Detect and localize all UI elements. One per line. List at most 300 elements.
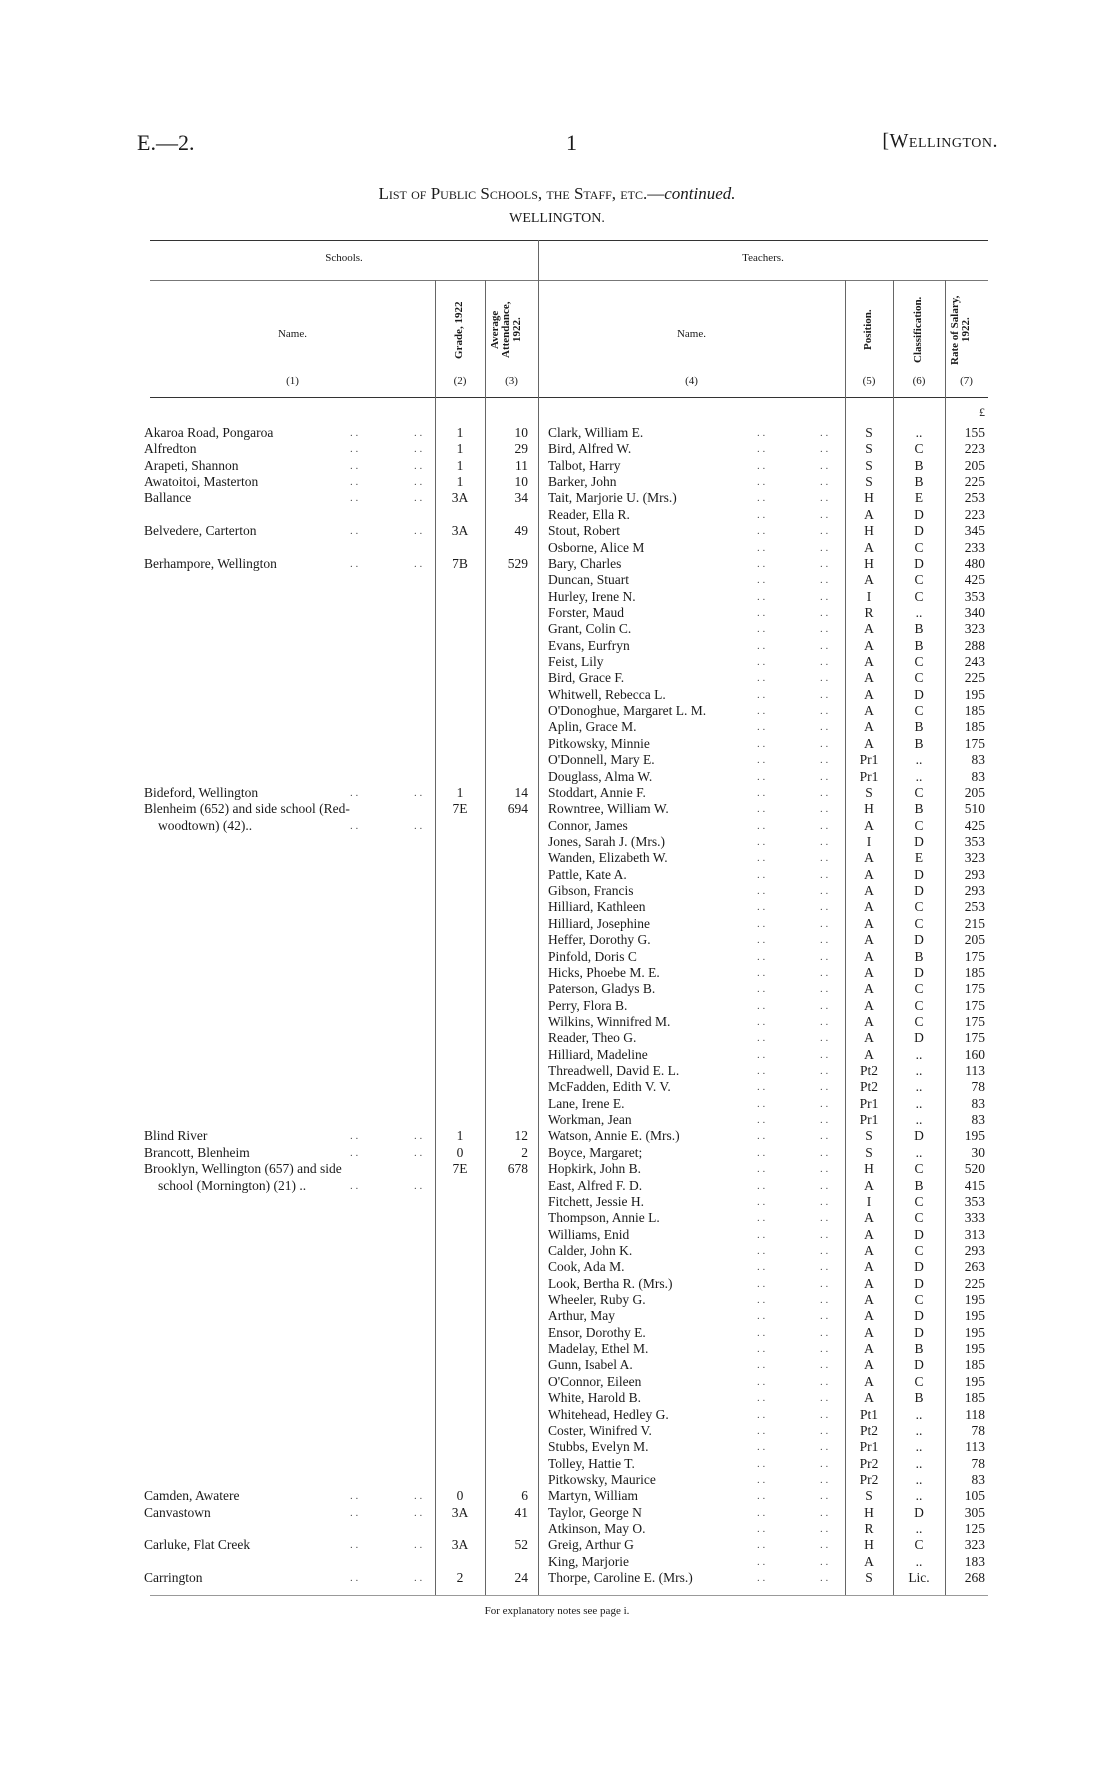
teacher-salary: 195 xyxy=(964,1308,985,1324)
table-row xyxy=(0,818,1114,834)
leader-dots: . . xyxy=(350,786,359,799)
teacher-classification: D xyxy=(914,833,924,849)
table-row xyxy=(0,1276,1114,1292)
teacher-classification: D xyxy=(914,1357,924,1373)
leader-dots: . . xyxy=(414,1572,423,1585)
teacher-name: Stubbs, Evelyn M. xyxy=(548,1439,649,1455)
teacher-salary: 83 xyxy=(971,768,985,784)
teacher-name: King, Marjorie xyxy=(548,1553,629,1569)
leader-dots: . . xyxy=(820,803,829,816)
leader-dots: . . xyxy=(820,950,829,963)
teacher-position: S xyxy=(865,457,873,473)
leader-dots: . . xyxy=(757,754,766,767)
teacher-name: Tait, Marjorie U. (Mrs.) xyxy=(548,490,677,506)
leader-dots: . . xyxy=(757,492,766,505)
teacher-classification: .. xyxy=(915,1144,923,1160)
teacher-name: Wanden, Elizabeth W. xyxy=(548,850,668,866)
table-row xyxy=(0,1079,1114,1095)
teacher-position: A xyxy=(864,883,874,899)
teacher-salary: 223 xyxy=(964,441,985,457)
leader-dots: . . xyxy=(757,1523,766,1536)
teacher-name: Hurley, Irene N. xyxy=(548,588,636,604)
leader-dots: . . xyxy=(820,1375,829,1388)
teacher-classification: B xyxy=(914,474,924,490)
teacher-salary: 510 xyxy=(964,801,985,817)
teacher-salary: 78 xyxy=(971,1422,985,1438)
teacher-salary: 205 xyxy=(964,932,985,948)
teacher-classification: B xyxy=(914,1390,924,1406)
leader-dots: . . xyxy=(757,1114,766,1127)
teacher-position: A xyxy=(864,1373,874,1389)
teacher-classification: C xyxy=(914,899,924,915)
attendance-heading: Average Attendance, 1922. xyxy=(489,301,523,359)
teacher-name: Bird, Alfred W. xyxy=(548,441,632,457)
leader-dots: . . xyxy=(820,1506,829,1519)
teacher-classification: .. xyxy=(915,1472,923,1487)
teacher-salary: 83 xyxy=(971,1112,985,1128)
teacher-salary: 195 xyxy=(964,686,985,702)
teacher-name: Coster, Winifred V. xyxy=(548,1422,652,1438)
school-name: Brancott, Blenheim xyxy=(144,1144,250,1160)
leader-dots: . . xyxy=(757,1490,766,1503)
teacher-classification: B xyxy=(914,637,924,653)
leader-dots: . . xyxy=(820,1032,829,1045)
teacher-salary: 195 xyxy=(964,1324,985,1340)
teacher-salary: 353 xyxy=(964,833,985,849)
table-row xyxy=(0,1537,1114,1553)
average-attendance: 10 xyxy=(514,425,528,440)
leader-dots: . . xyxy=(757,721,766,734)
teacher-position: R xyxy=(864,1521,874,1537)
teacher-name: Barker, John xyxy=(548,474,617,490)
teacher-position: Pr1 xyxy=(859,768,879,784)
teacher-position: A xyxy=(864,654,874,670)
table-row xyxy=(0,572,1114,588)
teacher-salary: 78 xyxy=(971,1455,985,1471)
average-attendance: 24 xyxy=(514,1570,528,1586)
teacher-salary: 175 xyxy=(964,981,985,997)
col-num-3: (3) xyxy=(505,375,518,387)
teacher-name: Evans, Eurfryn xyxy=(548,637,630,653)
teacher-salary: 313 xyxy=(964,1226,985,1242)
teacher-salary: 268 xyxy=(964,1570,985,1586)
teacher-salary: 185 xyxy=(964,719,985,735)
teacher-name: Cook, Ada M. xyxy=(548,1259,625,1275)
teacher-classification: C xyxy=(914,817,924,833)
teacher-name: White, Harold B. xyxy=(548,1390,641,1406)
leader-dots: . . xyxy=(820,1424,829,1437)
teacher-position: H xyxy=(864,1504,874,1520)
teacher-salary: 175 xyxy=(964,1013,985,1029)
teacher-classification: D xyxy=(914,1128,924,1144)
teacher-name: Taylor, George N xyxy=(548,1504,642,1520)
leader-dots: . . xyxy=(820,508,829,521)
leader-dots: . . xyxy=(757,852,766,865)
table-row xyxy=(0,899,1114,915)
teacher-salary: 205 xyxy=(964,784,985,800)
school-grade: 7E xyxy=(452,801,468,817)
leader-dots: . . xyxy=(820,885,829,898)
leader-dots: . . xyxy=(820,1523,829,1536)
table-row xyxy=(0,1210,1114,1226)
teacher-position: Pt1 xyxy=(859,1406,878,1422)
leader-dots: . . xyxy=(350,443,359,456)
teacher-position: A xyxy=(864,964,874,980)
table-row xyxy=(0,998,1114,1014)
table-row xyxy=(0,1341,1114,1357)
school-name: Arapeti, Shannon xyxy=(144,457,239,473)
leader-dots: . . xyxy=(757,1032,766,1045)
leader-dots: . . xyxy=(820,705,829,718)
leader-dots: . . xyxy=(414,525,423,538)
teacher-position: H xyxy=(864,523,874,539)
table-row xyxy=(0,1243,1114,1259)
school-name: Blind River xyxy=(144,1128,208,1144)
teacher-salary: 293 xyxy=(964,866,985,882)
leader-dots: . . xyxy=(820,1114,829,1127)
title-main: List of Public Schools, the Staff, etc.— xyxy=(378,184,665,203)
table-row xyxy=(0,1374,1114,1390)
grade-heading: Grade, 1922 xyxy=(453,301,465,359)
leader-dots: . . xyxy=(757,541,766,554)
school-grade: 7B xyxy=(452,555,468,571)
table-row xyxy=(0,981,1114,997)
teacher-name: Whitehead, Hedley G. xyxy=(548,1406,669,1422)
table-row xyxy=(0,441,1114,457)
teacher-classification: C xyxy=(914,915,924,931)
teacher-position: A xyxy=(864,719,874,735)
table-row xyxy=(0,932,1114,948)
table-row xyxy=(0,736,1114,752)
title-continued: continued. xyxy=(664,184,736,203)
col-num-4: (4) xyxy=(685,375,698,387)
teacher-name: O'Connor, Eileen xyxy=(548,1373,642,1389)
leader-dots: . . xyxy=(820,1310,829,1323)
teacher-name: Williams, Enid xyxy=(548,1226,630,1242)
teacher-salary: 263 xyxy=(964,1259,985,1275)
teacher-position: S xyxy=(865,1570,873,1586)
teacher-salary: 520 xyxy=(964,1161,985,1177)
teacher-salary: 425 xyxy=(964,572,985,588)
teacher-position: A xyxy=(864,1553,874,1569)
leader-dots: . . xyxy=(820,1277,829,1290)
teacher-position: I xyxy=(866,1193,872,1209)
school-name: Berhampore, Wellington xyxy=(144,555,277,571)
leader-dots: . . xyxy=(757,934,766,947)
leader-dots: . . xyxy=(757,590,766,603)
teacher-salary: 125 xyxy=(964,1521,985,1537)
leader-dots: . . xyxy=(350,819,359,832)
leader-dots: . . xyxy=(820,754,829,767)
teacher-classification: B xyxy=(914,1341,924,1357)
teacher-classification: C xyxy=(914,1373,924,1389)
leader-dots: . . xyxy=(757,688,766,701)
leader-dots: . . xyxy=(757,786,766,799)
school-name: Akaroa Road, Pongaroa xyxy=(144,425,274,440)
leader-dots: . . xyxy=(350,1179,359,1192)
teacher-salary: 118 xyxy=(965,1406,985,1422)
teacher-classification: .. xyxy=(915,425,923,440)
teacher-salary: 83 xyxy=(971,1472,985,1487)
teacher-salary: 160 xyxy=(964,1046,985,1062)
teacher-position: Pr2 xyxy=(859,1455,879,1471)
leader-dots: . . xyxy=(820,1130,829,1143)
table-row xyxy=(0,621,1114,637)
teacher-salary: 175 xyxy=(964,735,985,751)
teacher-salary: 323 xyxy=(964,850,985,866)
teacher-position: A xyxy=(864,1275,874,1291)
teacher-classification: .. xyxy=(915,604,923,620)
teacher-name-heading: Name. xyxy=(676,328,706,340)
leader-dots: . . xyxy=(757,885,766,898)
average-attendance: 41 xyxy=(514,1504,528,1520)
teacher-position: Pr1 xyxy=(859,752,879,768)
teacher-name: Greig, Arthur G xyxy=(548,1537,634,1553)
teacher-position: A xyxy=(864,1292,874,1308)
teacher-classification: D xyxy=(914,1226,924,1242)
teacher-salary: 323 xyxy=(964,621,985,637)
table-row xyxy=(0,916,1114,932)
teacher-classification: .. xyxy=(915,1553,923,1569)
leader-dots: . . xyxy=(757,1343,766,1356)
leader-dots: . . xyxy=(757,623,766,636)
teacher-classification: B xyxy=(914,948,924,964)
teacher-classification: .. xyxy=(915,1095,923,1111)
leader-dots: . . xyxy=(820,525,829,538)
teacher-name: Reader, Ella R. xyxy=(548,506,630,522)
leader-dots: . . xyxy=(414,786,423,799)
leader-dots: . . xyxy=(820,1146,829,1159)
leader-dots: . . xyxy=(414,1506,423,1519)
leader-dots: . . xyxy=(757,1146,766,1159)
leader-dots: . . xyxy=(350,1490,359,1503)
leader-dots: . . xyxy=(757,639,766,652)
teacher-position: A xyxy=(864,1226,874,1242)
table-row xyxy=(0,605,1114,621)
teacher-position: S xyxy=(865,1144,873,1160)
leader-dots: . . xyxy=(820,1228,829,1241)
leader-dots: . . xyxy=(757,1195,766,1208)
average-attendance: 11 xyxy=(515,457,528,473)
table-row xyxy=(0,1521,1114,1537)
teacher-name: Reader, Theo G. xyxy=(548,1030,637,1046)
leader-dots: . . xyxy=(820,934,829,947)
leader-dots: . . xyxy=(757,983,766,996)
staff-table-body xyxy=(0,425,1114,1587)
teacher-classification: C xyxy=(914,1242,924,1258)
table-row xyxy=(0,1390,1114,1406)
table-row xyxy=(0,1407,1114,1423)
teacher-salary: 183 xyxy=(964,1553,985,1569)
leader-dots: . . xyxy=(820,672,829,685)
leader-dots: . . xyxy=(820,1015,829,1028)
leader-dots: . . xyxy=(757,1294,766,1307)
leader-dots: . . xyxy=(350,525,359,538)
teacher-name: Watson, Annie E. (Mrs.) xyxy=(548,1128,680,1144)
teacher-name: Wilkins, Winnifred M. xyxy=(548,1013,671,1029)
leader-dots: . . xyxy=(820,656,829,669)
leader-dots: . . xyxy=(820,1048,829,1061)
teacher-name: Bird, Grace F. xyxy=(548,670,625,686)
leader-dots: . . xyxy=(350,1130,359,1143)
school-grade: 0 xyxy=(456,1144,464,1160)
teacher-classification: C xyxy=(914,654,924,670)
teacher-salary: 105 xyxy=(964,1488,985,1504)
leader-dots: . . xyxy=(350,1506,359,1519)
school-grade: 1 xyxy=(456,1128,464,1144)
teacher-salary: 185 xyxy=(964,1390,985,1406)
leader-dots: . . xyxy=(820,1343,829,1356)
teacher-salary: 415 xyxy=(964,1177,985,1193)
teacher-position: S xyxy=(865,425,873,440)
leader-dots: . . xyxy=(820,1212,829,1225)
teacher-classification: C xyxy=(914,441,924,457)
leader-dots: . . xyxy=(820,1392,829,1405)
table-row xyxy=(0,834,1114,850)
teacher-position: Pr1 xyxy=(859,1112,879,1128)
teacher-position: A xyxy=(864,899,874,915)
leader-dots: . . xyxy=(757,443,766,456)
teacher-classification: .. xyxy=(915,1112,923,1128)
teacher-position: A xyxy=(864,1046,874,1062)
leader-dots: . . xyxy=(820,557,829,570)
teacher-position: A xyxy=(864,506,874,522)
teacher-name: Paterson, Gladys B. xyxy=(548,981,656,997)
leader-dots: . . xyxy=(757,950,766,963)
teacher-name: Hilliard, Madeline xyxy=(548,1046,648,1062)
leader-dots: . . xyxy=(757,1441,766,1454)
teacher-name: O'Donnell, Mary E. xyxy=(548,752,655,768)
leader-dots: . . xyxy=(350,427,359,439)
teacher-salary: 195 xyxy=(964,1292,985,1308)
teacher-position: A xyxy=(864,997,874,1013)
teacher-name: Forster, Maud xyxy=(548,604,624,620)
region-heading: [Wellington. xyxy=(882,130,998,152)
leader-dots: . . xyxy=(757,835,766,848)
leader-dots: . . xyxy=(757,1310,766,1323)
page-title xyxy=(0,184,1114,204)
teacher-classification: D xyxy=(914,932,924,948)
teacher-name: Bary, Charles xyxy=(548,555,622,571)
teacher-classification: D xyxy=(914,686,924,702)
table-row xyxy=(0,638,1114,654)
teacher-name: Arthur, May xyxy=(548,1308,615,1324)
teacher-position: A xyxy=(864,1308,874,1324)
teacher-name: Stout, Robert xyxy=(548,523,621,539)
teacher-position: A xyxy=(864,915,874,931)
teacher-classification: .. xyxy=(915,1455,923,1471)
teacher-position: A xyxy=(864,1341,874,1357)
teacher-salary: 175 xyxy=(964,1030,985,1046)
leader-dots: . . xyxy=(820,770,829,783)
leader-dots: . . xyxy=(757,1375,766,1388)
school-grade: 0 xyxy=(456,1488,464,1504)
leader-dots: . . xyxy=(757,574,766,587)
leader-dots: . . xyxy=(414,492,423,505)
table-row xyxy=(0,523,1114,539)
table-row xyxy=(0,1259,1114,1275)
col-num-1: (1) xyxy=(286,375,299,387)
leader-dots: . . xyxy=(757,557,766,570)
col-num-7: (7) xyxy=(960,375,973,387)
teacher-salary: 425 xyxy=(964,817,985,833)
leader-dots: . . xyxy=(757,1130,766,1143)
table-row xyxy=(0,1161,1114,1177)
school-grade: 1 xyxy=(456,457,464,473)
teacher-classification: D xyxy=(914,1030,924,1046)
teacher-name: Heffer, Dorothy G. xyxy=(548,932,651,948)
teacher-position: I xyxy=(866,833,872,849)
teacher-salary: 253 xyxy=(964,899,985,915)
leader-dots: . . xyxy=(820,1490,829,1503)
leader-dots: . . xyxy=(820,983,829,996)
teacher-classification: C xyxy=(914,1161,924,1177)
teacher-position: A xyxy=(864,735,874,751)
table-row xyxy=(0,883,1114,899)
teacher-salary: 233 xyxy=(964,539,985,555)
teacher-classification: D xyxy=(914,1259,924,1275)
teacher-position: Pr2 xyxy=(859,1472,879,1487)
teacher-name: Thompson, Annie L. xyxy=(548,1210,660,1226)
teacher-name: Look, Bertha R. (Mrs.) xyxy=(548,1275,673,1291)
classification-heading: Classification. xyxy=(912,296,924,364)
leader-dots: . . xyxy=(820,639,829,652)
table-row xyxy=(0,1030,1114,1046)
table-row xyxy=(0,850,1114,866)
teacher-classification: .. xyxy=(915,1488,923,1504)
teacher-classification: B xyxy=(914,735,924,751)
table-row xyxy=(0,654,1114,670)
leader-dots: . . xyxy=(757,1277,766,1290)
teacher-name: Whitwell, Rebecca L. xyxy=(548,686,666,702)
leader-dots: . . xyxy=(820,443,829,456)
col-num-6: (6) xyxy=(912,375,926,387)
teacher-name: Martyn, William xyxy=(548,1488,638,1504)
teacher-name: Connor, James xyxy=(548,817,628,833)
teacher-name: Grant, Colin C. xyxy=(548,621,632,637)
teacher-position: Pt2 xyxy=(859,1079,878,1095)
school-grade: 7E xyxy=(452,1161,468,1177)
school-name: Carrington xyxy=(144,1570,203,1586)
teacher-classification: B xyxy=(914,1177,924,1193)
teacher-classification: D xyxy=(914,523,924,539)
teacher-salary: 113 xyxy=(965,1439,985,1455)
table-row xyxy=(0,1505,1114,1521)
teacher-position: A xyxy=(864,703,874,719)
teacher-salary: 195 xyxy=(964,1128,985,1144)
leader-dots: . . xyxy=(820,1555,829,1568)
leader-dots: . . xyxy=(757,656,766,669)
teacher-name: Madelay, Ethel M. xyxy=(548,1341,649,1357)
teacher-classification: .. xyxy=(915,1046,923,1062)
table-row xyxy=(0,949,1114,965)
col-num-5: (5) xyxy=(862,375,876,387)
leader-dots: . . xyxy=(820,1474,829,1486)
teacher-name: Feist, Lily xyxy=(548,654,604,670)
leader-dots: . . xyxy=(414,443,423,456)
teacher-salary: 243 xyxy=(964,654,985,670)
teacher-position: A xyxy=(864,866,874,882)
teacher-salary: 78 xyxy=(971,1079,985,1095)
average-attendance: 694 xyxy=(507,801,528,817)
teacher-classification: C xyxy=(914,588,924,604)
leader-dots: . . xyxy=(350,476,359,489)
school-grade: 3A xyxy=(451,1537,469,1553)
average-attendance: 12 xyxy=(514,1128,528,1144)
school-name: Brooklyn, Wellington (657) and side xyxy=(144,1161,342,1177)
table-top-rule xyxy=(150,240,988,241)
teacher-position: A xyxy=(864,1324,874,1340)
